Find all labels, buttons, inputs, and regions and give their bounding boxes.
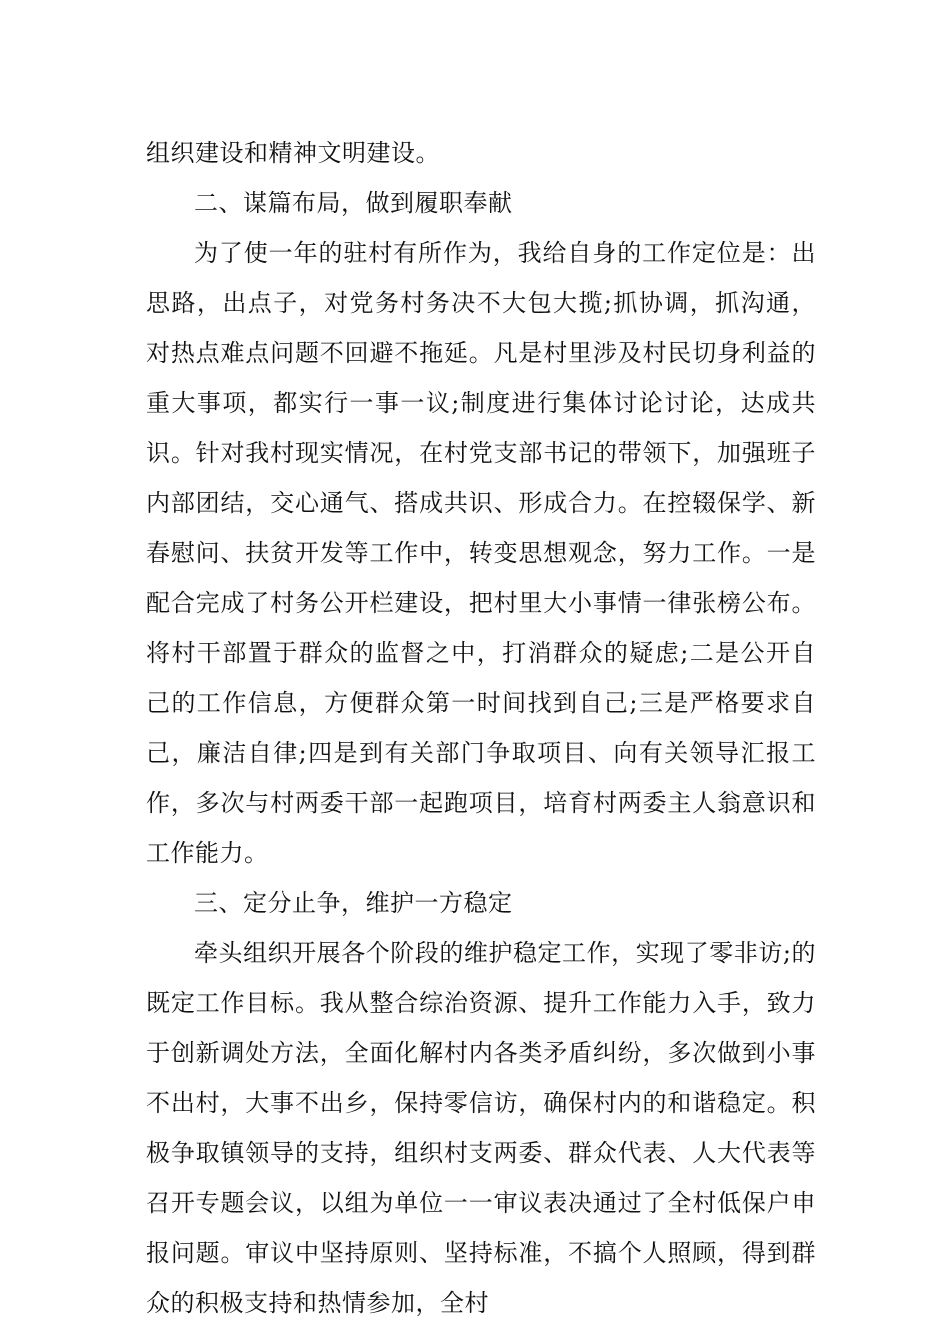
section-heading-2: 二、谋篇布局，做到履职奉献: [194, 189, 513, 217]
paragraph-section-3-body: 牵头组织开展各个阶段的维护稳定工作，实现了零非访;的既定工作目标。我从整合综治资源、提升工作能力入手，致力于创新调处方法，全面化解村内各类矛盾纠纷，多次做到小事不出村，大事不出乡，保持零信访，确保村内的和谐稳定。积极争取镇领导的支持，组织村支两委、群众代表、人大代表等召开专题会议，以组为单位一一审议表决通过了全村低保户申报问题。审议中坚持原则、坚持标准，不搞个人照顾，得到群众的积极支持和热情参加，全村: [146, 939, 816, 1317]
section-heading-3: 三、定分止争，维护一方稳定: [194, 889, 513, 917]
paragraph-section-2-body: 为了使一年的驻村有所作为，我给自身的工作定位是：出思路，出点子，对党务村务决不大包大揽;抓协调，抓沟通，对热点难点问题不回避不拖延。凡是村里涉及村民切身利益的重大事项，都实行一事一议;制度进行集体讨论讨论，达成共识。针对我村现实情况，在村党支部书记的带领下，加强班子内部团结，交心通气、搭成共识、形成合力。在控辍保学、新春慰问、扶贫开发等工作中，转变思想观念，努力工作。一是配合完成了村务公开栏建设，把村里大小事情一律张榜公布。将村干部置于群众的监督之中，打消群众的疑虑;二是公开自己的工作信息，方便群众第一时间找到自己;三是严格要求自己，廉洁自律;四是到有关部门争取项目、向有关领导汇报工作，多次与村两委干部一起跑项目，培育村两委主人翁意识和工作能力。: [146, 239, 816, 867]
paragraph-continuation: 组织建设和精神文明建设。: [146, 139, 440, 167]
document-body: [146, 128, 816, 1328]
